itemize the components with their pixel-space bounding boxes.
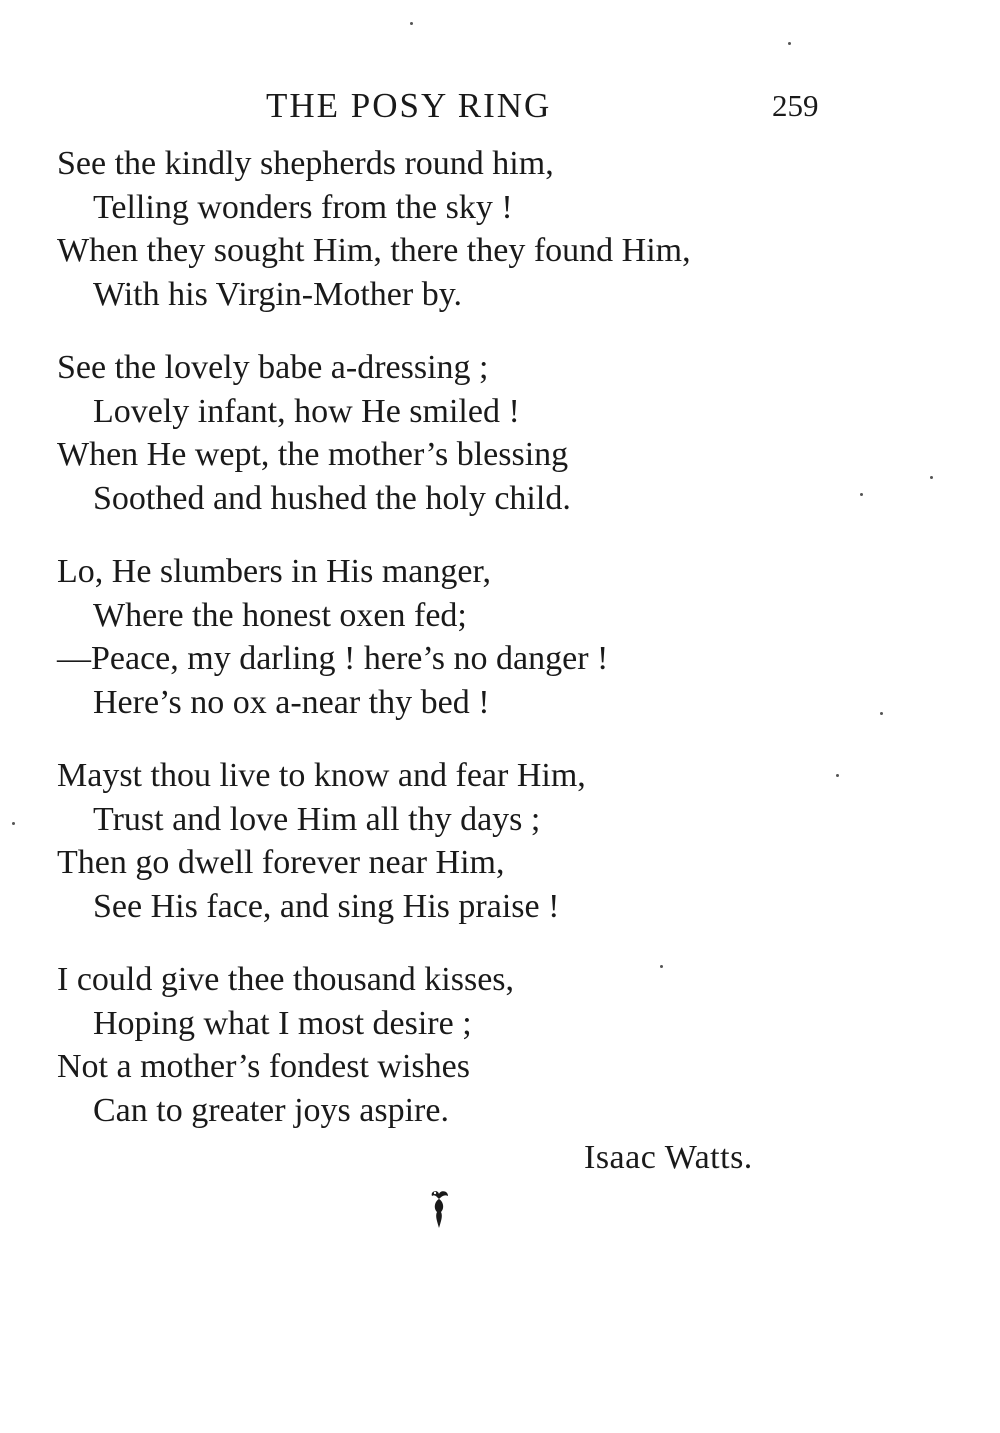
print-speck — [410, 22, 413, 25]
page-number: 259 — [772, 88, 819, 123]
poem-line: See His face, and sing His praise ! — [93, 887, 560, 925]
poem-line: I could give thee thousand kisses, — [57, 961, 515, 998]
print-speck — [860, 493, 863, 496]
poem-line: Lo, He slumbers in His manger, — [57, 553, 491, 590]
poem-line: See the lovely babe a-dressing ; — [57, 349, 489, 386]
stanza-3 — [57, 550, 957, 724]
poem-line: With his Virgin-Mother by. — [93, 275, 463, 313]
poem-line: Not a mother’s fondest wishes — [57, 1048, 470, 1085]
running-title: THE POSY RING — [266, 86, 552, 125]
poem-line: Then go dwell forever near Him, — [57, 844, 505, 881]
print-speck — [880, 712, 883, 715]
author-attribution: Isaac Watts. — [584, 1139, 753, 1176]
poem-line: Soothed and hushed the holy child. — [93, 479, 571, 517]
print-speck — [660, 965, 663, 968]
poem-line: Lovely infant, how He smiled ! — [93, 392, 520, 430]
running-head — [0, 84, 1000, 128]
stanza-4 — [57, 754, 957, 928]
stanza-5 — [57, 958, 957, 1132]
poem-line: See the kindly shepherds round him, — [57, 145, 554, 182]
poem-line: Here’s no ox a-near thy bed ! — [93, 683, 490, 721]
poem-line: Telling wonders from the sky ! — [93, 188, 513, 226]
poem-line: Trust and love Him all thy days ; — [93, 800, 541, 838]
poem-line: Where the honest oxen fed; — [93, 596, 467, 634]
poem-line: —Peace, my darling ! here’s no danger ! — [57, 640, 609, 677]
poem-line: Can to greater joys aspire. — [93, 1091, 449, 1129]
print-speck — [12, 822, 15, 825]
poem-line: When they sought Him, there they found Him, — [57, 232, 691, 269]
poem-line: Mayst thou live to know and fear Him, — [57, 757, 586, 794]
print-speck — [836, 774, 839, 777]
stanza-1 — [57, 142, 957, 316]
poem-line: When He wept, the mother’s blessing — [57, 436, 569, 473]
fleuron-icon — [426, 1188, 456, 1232]
poem-line: Hoping what I most desire ; — [93, 1004, 472, 1042]
stanza-2 — [57, 346, 957, 520]
print-speck — [788, 42, 791, 45]
print-speck — [930, 476, 933, 479]
poem — [57, 142, 957, 1162]
